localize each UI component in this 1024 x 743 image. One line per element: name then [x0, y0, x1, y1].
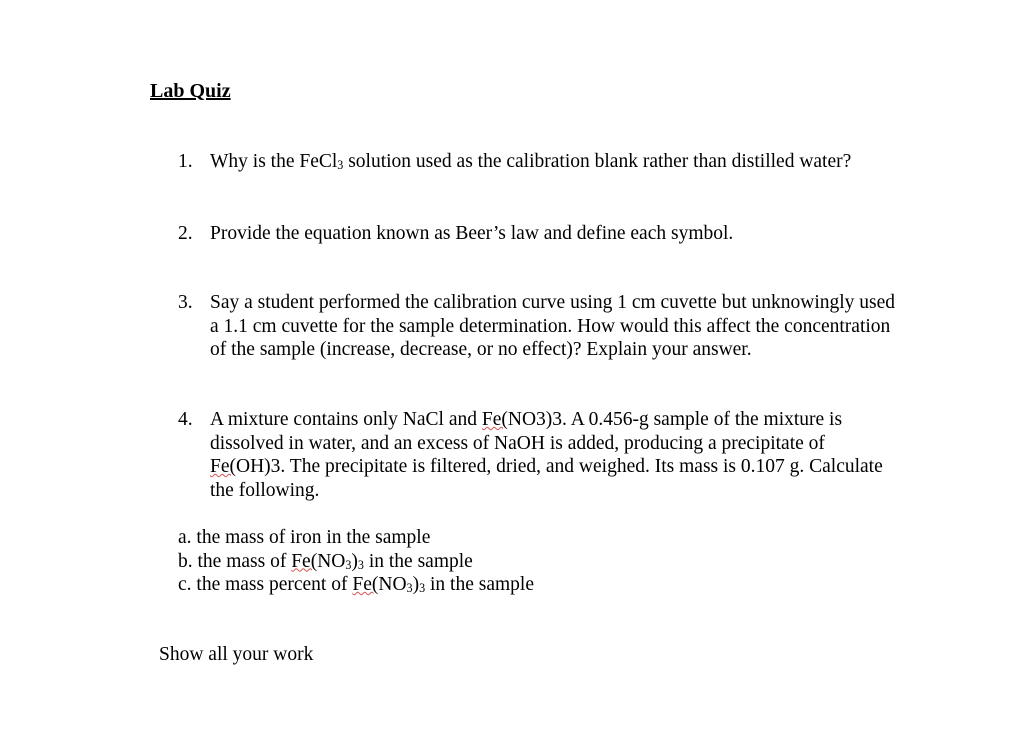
question-number: 1. [178, 151, 193, 172]
subpart-b: b. the mass of $Fe(NO_3)_3$ in the sample [178, 550, 473, 572]
question-text: Provide the equation known as Beer’s law and define each symbol. [210, 223, 734, 244]
subpart-a: a. the mass of iron in the sample [178, 527, 431, 548]
question-number: 3. [178, 292, 193, 313]
instruction-footer: Show all your work [159, 644, 314, 665]
question-4-subparts [178, 526, 534, 597]
question-text: Say a student performed the calibration curve using 1 cm cuvette but unknowingly used a 1.1 cm cuvette for the sample determination. How would this affect the concentration of the sample (increase, decrease, or no effect)? Explain your answer. [210, 292, 896, 360]
subpart-c: c. the mass percent of $Fe(NO_3)_3$ in the sample [178, 574, 534, 595]
question-text: Why is the FeCl$_3$ solution used as the calibration blank rather than distilled water? [210, 151, 852, 172]
spellcheck-flagged-word: Fe( [352, 574, 379, 595]
question-text: A mixture contains only NaCl and Fe(NO3)3. A 0.456-g sample of the mixture is dissolved in water, and an excess of NaOH is added, producing a precipitate of Fe(OH)3. The precipitate is filtered, dried, and weighed. Its mass is 0.107 g. Calculate the following. [210, 409, 883, 501]
question-2 [178, 222, 898, 246]
question-number: 4. [178, 409, 193, 430]
spellcheck-flagged-word: Fe( [210, 456, 236, 477]
question-1 [178, 150, 898, 174]
question-4 [178, 408, 898, 502]
spellcheck-flagged-word: Fe( [481, 409, 508, 430]
question-3 [178, 291, 898, 362]
spellcheck-flagged-word: Fe( [291, 550, 318, 572]
question-number: 2. [178, 223, 193, 244]
page-title: Lab Quiz [150, 80, 231, 102]
